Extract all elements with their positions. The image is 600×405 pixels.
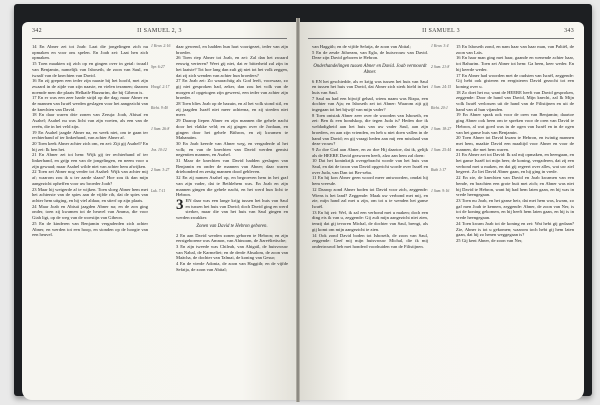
verse-paragraph: 15 Toen maakten zij zich op en gingen over in getal: twaalf van Benjamin, namelijk van Isboseth, de zoon van Saul, en twaalf van de knechten van David. (32, 61, 148, 78)
text-column (312, 44, 428, 394)
cross-reference: Richt. 20:1 (431, 106, 448, 111)
verse-paragraph: 13 En hij zei: Wel, ik zal een verbond met u maken; doch een ding eis ik van u, zeggende: Gij zult mijn aangezicht niet zien, tenzij dat gij tevoren Michal, de dochter van Saul, brengt, als gij komt om mijn aangezicht te zien. (312, 209, 428, 232)
cross-reference: 1 Sam. 25:44 (431, 147, 452, 152)
text-column (176, 44, 288, 394)
chapter-start (176, 198, 288, 221)
verse-paragraph: 22 En zie, de knechten van David en Joab kwamen van een bende, en brachten een grote buit met zich; en Abner was niet bij David te Hebron, want hij had hem laten gaan, en hij was in vrede heengegaan. (456, 175, 574, 198)
verse-paragraph: 12 Daarop zond Abner boden tot David voor zich, zeggende: Wiens is het land? Zeggende: Maak uw verbond met mij, en zie, mijn hand zal met u zijn, om tot u te wenden het ganse Israël. (312, 186, 428, 209)
verse-paragraph: 28 Toen blies Joab op de bazuin, en al het volk stond stil, en zij jaagden Israël niet meer achterna, en zij streden niet meer. (176, 101, 288, 118)
verse-paragraph: 8 Toen ontstak Abner zeer over de woorden van Isboseth, en zei: Ben ik een hondskop, die tegen Juda is? Heden doe ik weldadigheid aan het huis van uw vader Saul, aan zijn broeders, en aan zijn vrienden, en heb u niet doen vallen in de hand van David; en gij vraagt heden aan mij een misdaad van deze vrouw? (312, 112, 428, 147)
verse-paragraph: 17 En Abner had woorden met de oudsten van Israël, zeggende: Gij hebt ook gisteren en eergisteren David gezocht tot een koning over u. (456, 72, 574, 89)
right-page-header (308, 28, 574, 38)
verse-paragraph: 4 En de vierde Adonia, de zoon van Haggith; en de vijfde Sefatja, de zoon van Abital; (176, 261, 288, 272)
verse-paragraph: 16 En haar man ging met haar, gaande en wenende achter haar, tot Bahurim. Toen zei Abner tot hem: Ga heen, keer weder. En hij keerde weder. (456, 55, 574, 72)
cross-reference-column (431, 44, 453, 394)
running-title: II SAMUEL 3 (422, 28, 460, 34)
running-title: II SAMUEL 2, 3 (137, 28, 182, 34)
verse-paragraph: 18 Zo doet het nu; want de HEERE heeft van David gesproken, zeggende: Door de hand van David, Mijn knecht, zal Ik Mijn volk Israël verlossen uit de hand van de Filistijnen en uit de hand van al hun vijanden. (456, 89, 574, 112)
cross-reference: 2 Sam. 21:8 (431, 64, 450, 69)
book-spine-gutter (296, 18, 300, 402)
cross-reference: Spr. 6:27 (151, 64, 165, 69)
verse-paragraph: 14 Ook zond David boden tot Isboseth, de zoon van Saul, zeggende: Geef mij mijn huisvrouw Michal, die ik mij ondertrouwd heb met honderd voorhuiden van de Filistijnen. (312, 232, 428, 249)
text-column (32, 44, 148, 394)
cross-reference: Luk. 7:11 (151, 188, 166, 193)
verse-paragraph: 27 En Joab zei: Zo waarachtig als God leeft, voorwaar, zo gij niet gesproken had, zeker, dan zou het volk van de morgen af opgetogen zijn geweest, een ieder van achter zijn broeder. (176, 78, 288, 101)
verse-paragraph: 11 En hij kon Abner geen woord meer antwoorden, omdat hij hem vreesde. (312, 175, 428, 187)
verse-paragraph: van Haggith; en de vijfde Sefatja, de zoon van Abital; (312, 44, 411, 49)
verse-paragraph: 5 En de zesde Jithream, van Egla, de huisvrouw van David. Deze zijn David geboren te Hebron. (312, 49, 428, 61)
page-number: 343 (564, 28, 574, 34)
verse-paragraph: 2 En aan David werden zonen geboren te Hebron; en zijn eerstgeborene was Amnon, van Ahinoam, de Jizreëlietische; (176, 232, 288, 244)
cross-reference-column (151, 44, 173, 394)
verse-paragraph: 24 Maar Joab en Abisaï jaagden Abner na; en de zon ging onder, toen zij kwamen tot de heuvel van Amma, die voor Giah ligt, op de weg van de woestijn van Gibeon. (32, 203, 148, 221)
cross-reference: Joz. 10:12 (151, 147, 167, 152)
verse-paragraph: 20 Toen keek Abner achter zich om, en zei: Zijt gij Asahel? En hij zei: Ik ben het. (32, 140, 148, 152)
cross-reference: 2 Sam. 3:27 (151, 168, 170, 173)
verse-paragraph: 10 Dat het koninkrijk overgebracht worde van het huis van Saul, en dat de troon van David opgericht worde over Israël en over Juda, van Dan tot Ber-seba. (312, 158, 428, 175)
section-heading: Onderhandelingen tussen Abner en David. Joab vermoordt Abner. (313, 64, 427, 75)
verse-paragraph: 24 Toen kwam Joab tot de koning en zei: Wat hebt gij gedaan? Zie, Abner is tot u gekomen; waarom toch hebt gij hem laten gaan, dat hij zo henen weggegaan is? (456, 220, 574, 238)
verse-paragraph: 14 En Abner zei tot Joab: Laat die jongelingen zich nu opmaken en voor ons spelen. En Joab zei: Laat hen zich opmaken. (32, 44, 148, 61)
cross-reference: Ruth 1:17 (431, 168, 447, 173)
header-rule (308, 38, 574, 39)
verse-paragraph: 25 Gij kent Abner, de zoon van Ner, (456, 237, 523, 243)
verse-paragraph: 25 En de kinderen van Benjamin vergaderden zich achter Abner, en werden tot een hoop, en stonden op de hoogte van een heuvel. (32, 220, 148, 238)
verse-paragraph: 23 Maar hij weigerde af te wijken. Toen sloeg Abner hem met het achterste van de spies aan de vijfde rib, dat de spies van achter hem uitging, en hij viel aldaar, en stierf op zijn plaats. (32, 186, 148, 203)
cross-reference: Hoogl. 2:17 (151, 85, 170, 90)
header-rule (32, 38, 287, 39)
left-page-header (32, 28, 287, 38)
cross-reference: 1 Kron. 2:16 (151, 44, 171, 48)
verse-paragraph: 15 En Isboseth zond, en nam haar van haar man, van Paltiël, de zoon van Laïs. (456, 44, 574, 55)
verse-paragraph: 22 Toen zei Abner nog verder tot Asahel: Wijk van achter mij af; waarom zou ik u ter aarde slaan? Hoe zou ik dan mijn aangezicht opheffen voor uw broeder Joab? (32, 169, 148, 186)
verse-paragraph: EN daar was een lange krijg tussen het huis van Saul en tussen het huis van David; doch David ging en werd sterker, maar die van het huis van Saul gingen en werden zwakker. (176, 197, 288, 221)
cross-reference: 1 Kron. 3:4 (431, 44, 449, 48)
verse-paragraph: 19 En Asahel jaagde Abner na, en week niet, om te gaan ter rechterhand of ter linkerhand, van achter Abner af. (32, 129, 148, 141)
verse-paragraph: 9 Zo doe God aan Abner, en zo doe Hij daartoe, dat ik, gelijk als de HEERE David gezworen heeft, alzo aan hem zal doen: (312, 146, 428, 158)
cross-reference: 1 Sam. 9:16 (431, 188, 450, 193)
verse-paragraph: 32 En zij namen Asahel op, en begroeven hem in het graf van zijn vader, dat te Bethlehem was. En Joab en zijn mannen gingen die gehele nacht, en het werd hun licht te Hebron. (176, 175, 288, 198)
verse-paragraph: 20 Toen Abner tot David kwam te Hebron, en twintig mannen met hem, maakte David een maaltijd voor Abner en voor de mannen, die met hem waren. (456, 135, 574, 152)
section-heading: Zonen van David te Hebron geboren. (196, 223, 268, 229)
cross-reference: 1 Sam. 26:8 (151, 126, 170, 131)
text-column (456, 44, 574, 394)
verse-paragraph: 21 En Abner zei tot hem: Wijk gij ter rechterhand of ter linkerhand, en grijp een van de jongelingen, en neem voor u zijn gewaad; maar Asahel wilde niet van achter hem afwijken. (32, 152, 148, 169)
verse-paragraph: 19 En Abner sprak ook voor de oren van Benjamin; daartoe ging Abner ook heen om te spreken voor de oren van David te Hebron, al wat goed was in de ogen van Israël en in de ogen van het ganse huis van Benjamin. (456, 112, 574, 135)
verse-paragraph: 26 Toen riep Abner tot Joab, en zei: Zal dan het zwaard eeuwig verteren? Weet gij niet, dat er bitterheid zal zijn in het laatste? Tot hoe lang dan zult gij niet tot het volk zeggen, dat zij zich wenden van achter hun broeders? (176, 55, 288, 78)
cross-reference: Richt. 9:40 (151, 106, 168, 111)
verse-paragraph: 6 EN het geschiedde, als er krijg was tussen het huis van Saul en tussen het huis van David, dat Abner zich sterk hield in het huis van Saul. (312, 78, 428, 95)
verse-paragraph: 29 Daarop liepen Abner en zijn mannen die gehele nacht door het vlakke veld; en zij gingen over de Jordaan, en gingen door het gehele Bithron, en zij kwamen te Mahanaïm. (176, 118, 288, 141)
verse-paragraph: 23 Toen nu Joab, en het ganse heir, dat met hem was, kwam, zo gaf men Joab te kennen, zeggende: Abner, de zoon van Ner, is tot de koning gekomen, en hij heeft hem laten gaan, en hij is in vrede heengegaan. (456, 197, 574, 221)
cross-reference: 1 Sam. 24:15 (431, 85, 452, 90)
page-number: 342 (32, 28, 42, 34)
verse-paragraph: 3 En zijn tweede was Chileab, van Abigaïl, de huisvrouw van Nabal, de Karmeliet; en de derde Absalom, de zoon van Maächa, de dochter van Talmai, de koning van Gesur; (176, 243, 288, 261)
verse-paragraph: 31 Maar de knechten van David hadden geslagen van Benjamin en onder de mannen van Abner; daar waren driehonderd en zestig mannen dood gebleven. (176, 158, 288, 175)
verse-paragraph: 7 Saul nu had een bijwijf gehad, wiens naam was Rizpa, een dochter van Aja; en Isboseth zei tot Abner: Waarom zijt gij ingegaan tot het bijwijf van mijn vader? (312, 95, 428, 113)
right-page (298, 22, 584, 400)
left-page (22, 22, 297, 400)
verse-paragraph: 18 En daar waren drie zonen van Zeruja: Joab, Abisaï en Asahel; Asahel nu was licht van zijn voeten, als een van de reeën, die in het veld zijn. (32, 112, 148, 129)
verse-paragraph: 16 En zij grepen een ieder zijn naaste bij het hoofd, met zijn zwaard in de zijde van zijn naaste, en vielen tezamen; daarom noemde men die plaats Helkath-Hazzurim, die bij Gibeon is. (32, 78, 148, 95)
verse-paragraph: daar gewend, en hadden hun hart voortgezet, ieder van zijn broeder. (176, 44, 288, 55)
verse-paragraph: 30 En Joab keerde van Abner weg, en vergaderde al het volk; en van de knechten van David werden gemist negentien mannen, en Asahel. (176, 140, 288, 158)
cross-reference: 1 Sam. 18:27 (431, 126, 452, 131)
chapter-number: 3 (176, 196, 184, 213)
verse-paragraph: 21 En Abner zei tot David: Ik zal mij opmaken, en heengaan, en het ganse Israël tot mijn heer, de koning, vergaderen, dat zij een verbond met u maken, en dat gij regeert over alles, wat uw ziel begeert. Zo liet David Abner gaan, en hij ging in vrede. (456, 152, 574, 175)
verse-paragraph: 17 En er was een zeer harde strijd op die dag; maar Abner en de mannen van Israël werden geslagen voor het aangezicht van de knechten van David. (32, 95, 148, 112)
